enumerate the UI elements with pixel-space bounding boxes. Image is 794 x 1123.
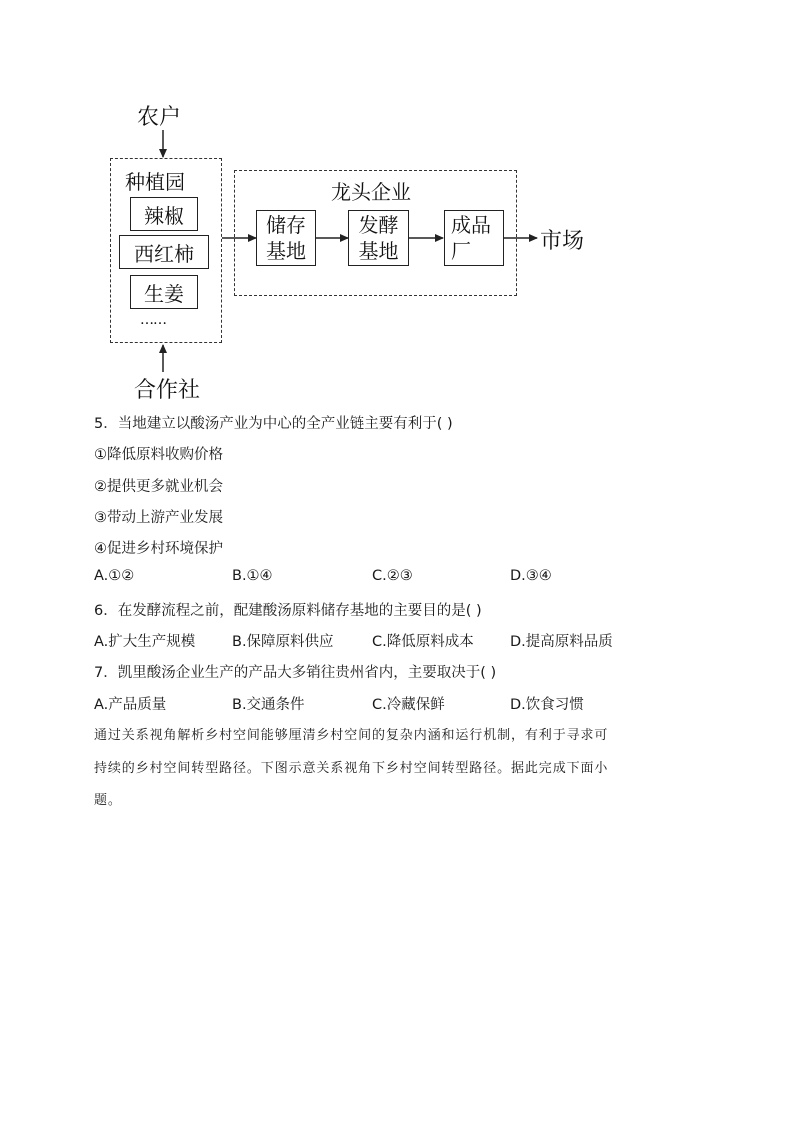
passage-line-1: 通过关系视角解析乡村空间能够厘清乡村空间的复杂内涵和运行机制，有利于寻求可 — [94, 728, 609, 743]
q7-option-a[interactable]: A.产品质量 — [94, 697, 167, 713]
q5-stem: 5．当地建立以酸汤产业为中心的全产业链主要有利于( ) — [94, 416, 453, 432]
storage-base-line1: 储存 — [266, 213, 306, 237]
plantation-title: 种植园 — [125, 170, 185, 194]
q5-item-2: ②提供更多就业机会 — [94, 479, 223, 495]
fermentation-base-line1: 发酵 — [358, 213, 399, 237]
q5-item-1: ①降低原料收购价格 — [94, 447, 223, 463]
q5-item-3: ③带动上游产业发展 — [94, 510, 223, 526]
crop-tomato: 西红柿 — [119, 235, 209, 269]
fermentation-base-box — [348, 210, 409, 266]
fermentation-base-line2: 基地 — [358, 239, 399, 263]
factory-line2: 厂 — [451, 239, 471, 263]
passage-line-2: 持续的乡村空间转型路径。下图示意关系视角下乡村空间转型路径。据此完成下面小 — [94, 761, 609, 776]
storage-base-line2: 基地 — [266, 239, 306, 263]
q5-option-a[interactable]: A.①② — [94, 568, 135, 584]
crop-ginger: 生姜 — [130, 275, 198, 309]
q6-option-a[interactable]: A.扩大生产规模 — [94, 634, 196, 650]
q7-option-b[interactable]: B.交通条件 — [232, 697, 305, 713]
q6-option-b[interactable]: B.保障原料供应 — [232, 634, 334, 650]
q7-stem: 7．凯里酸汤企业生产的产品大多销往贵州省内，主要取决于( ) — [94, 665, 497, 681]
q5-option-c[interactable]: C.②③ — [372, 568, 413, 584]
factory-line1: 成品 — [451, 213, 491, 237]
q7-option-c[interactable]: C.冷藏保鲜 — [372, 697, 445, 713]
crop-chili: 辣椒 — [130, 197, 198, 231]
q6-option-c[interactable]: C.降低原料成本 — [372, 634, 474, 650]
finished-product-factory-box — [444, 210, 504, 266]
passage-line-3: 题。 — [94, 793, 122, 808]
q5-option-d[interactable]: D.③④ — [510, 568, 552, 584]
q7-option-d[interactable]: D.饮食习惯 — [510, 697, 584, 713]
cooperative-label: 合作社 — [134, 378, 201, 403]
farmers-label: 农户 — [137, 105, 182, 130]
storage-base-box — [256, 210, 316, 266]
crops-ellipsis: …… — [140, 312, 166, 328]
q5-item-4: ④促进乡村环境保护 — [94, 541, 223, 557]
enterprise-title: 龙头企业 — [331, 180, 411, 204]
q5-option-b[interactable]: B.①④ — [232, 568, 273, 584]
q6-stem: 6．在发酵流程之前，配建酸汤原料储存基地的主要目的是( ) — [94, 603, 482, 619]
q6-option-d[interactable]: D.提高原料品质 — [510, 634, 613, 650]
market-label: 市场 — [540, 229, 585, 254]
